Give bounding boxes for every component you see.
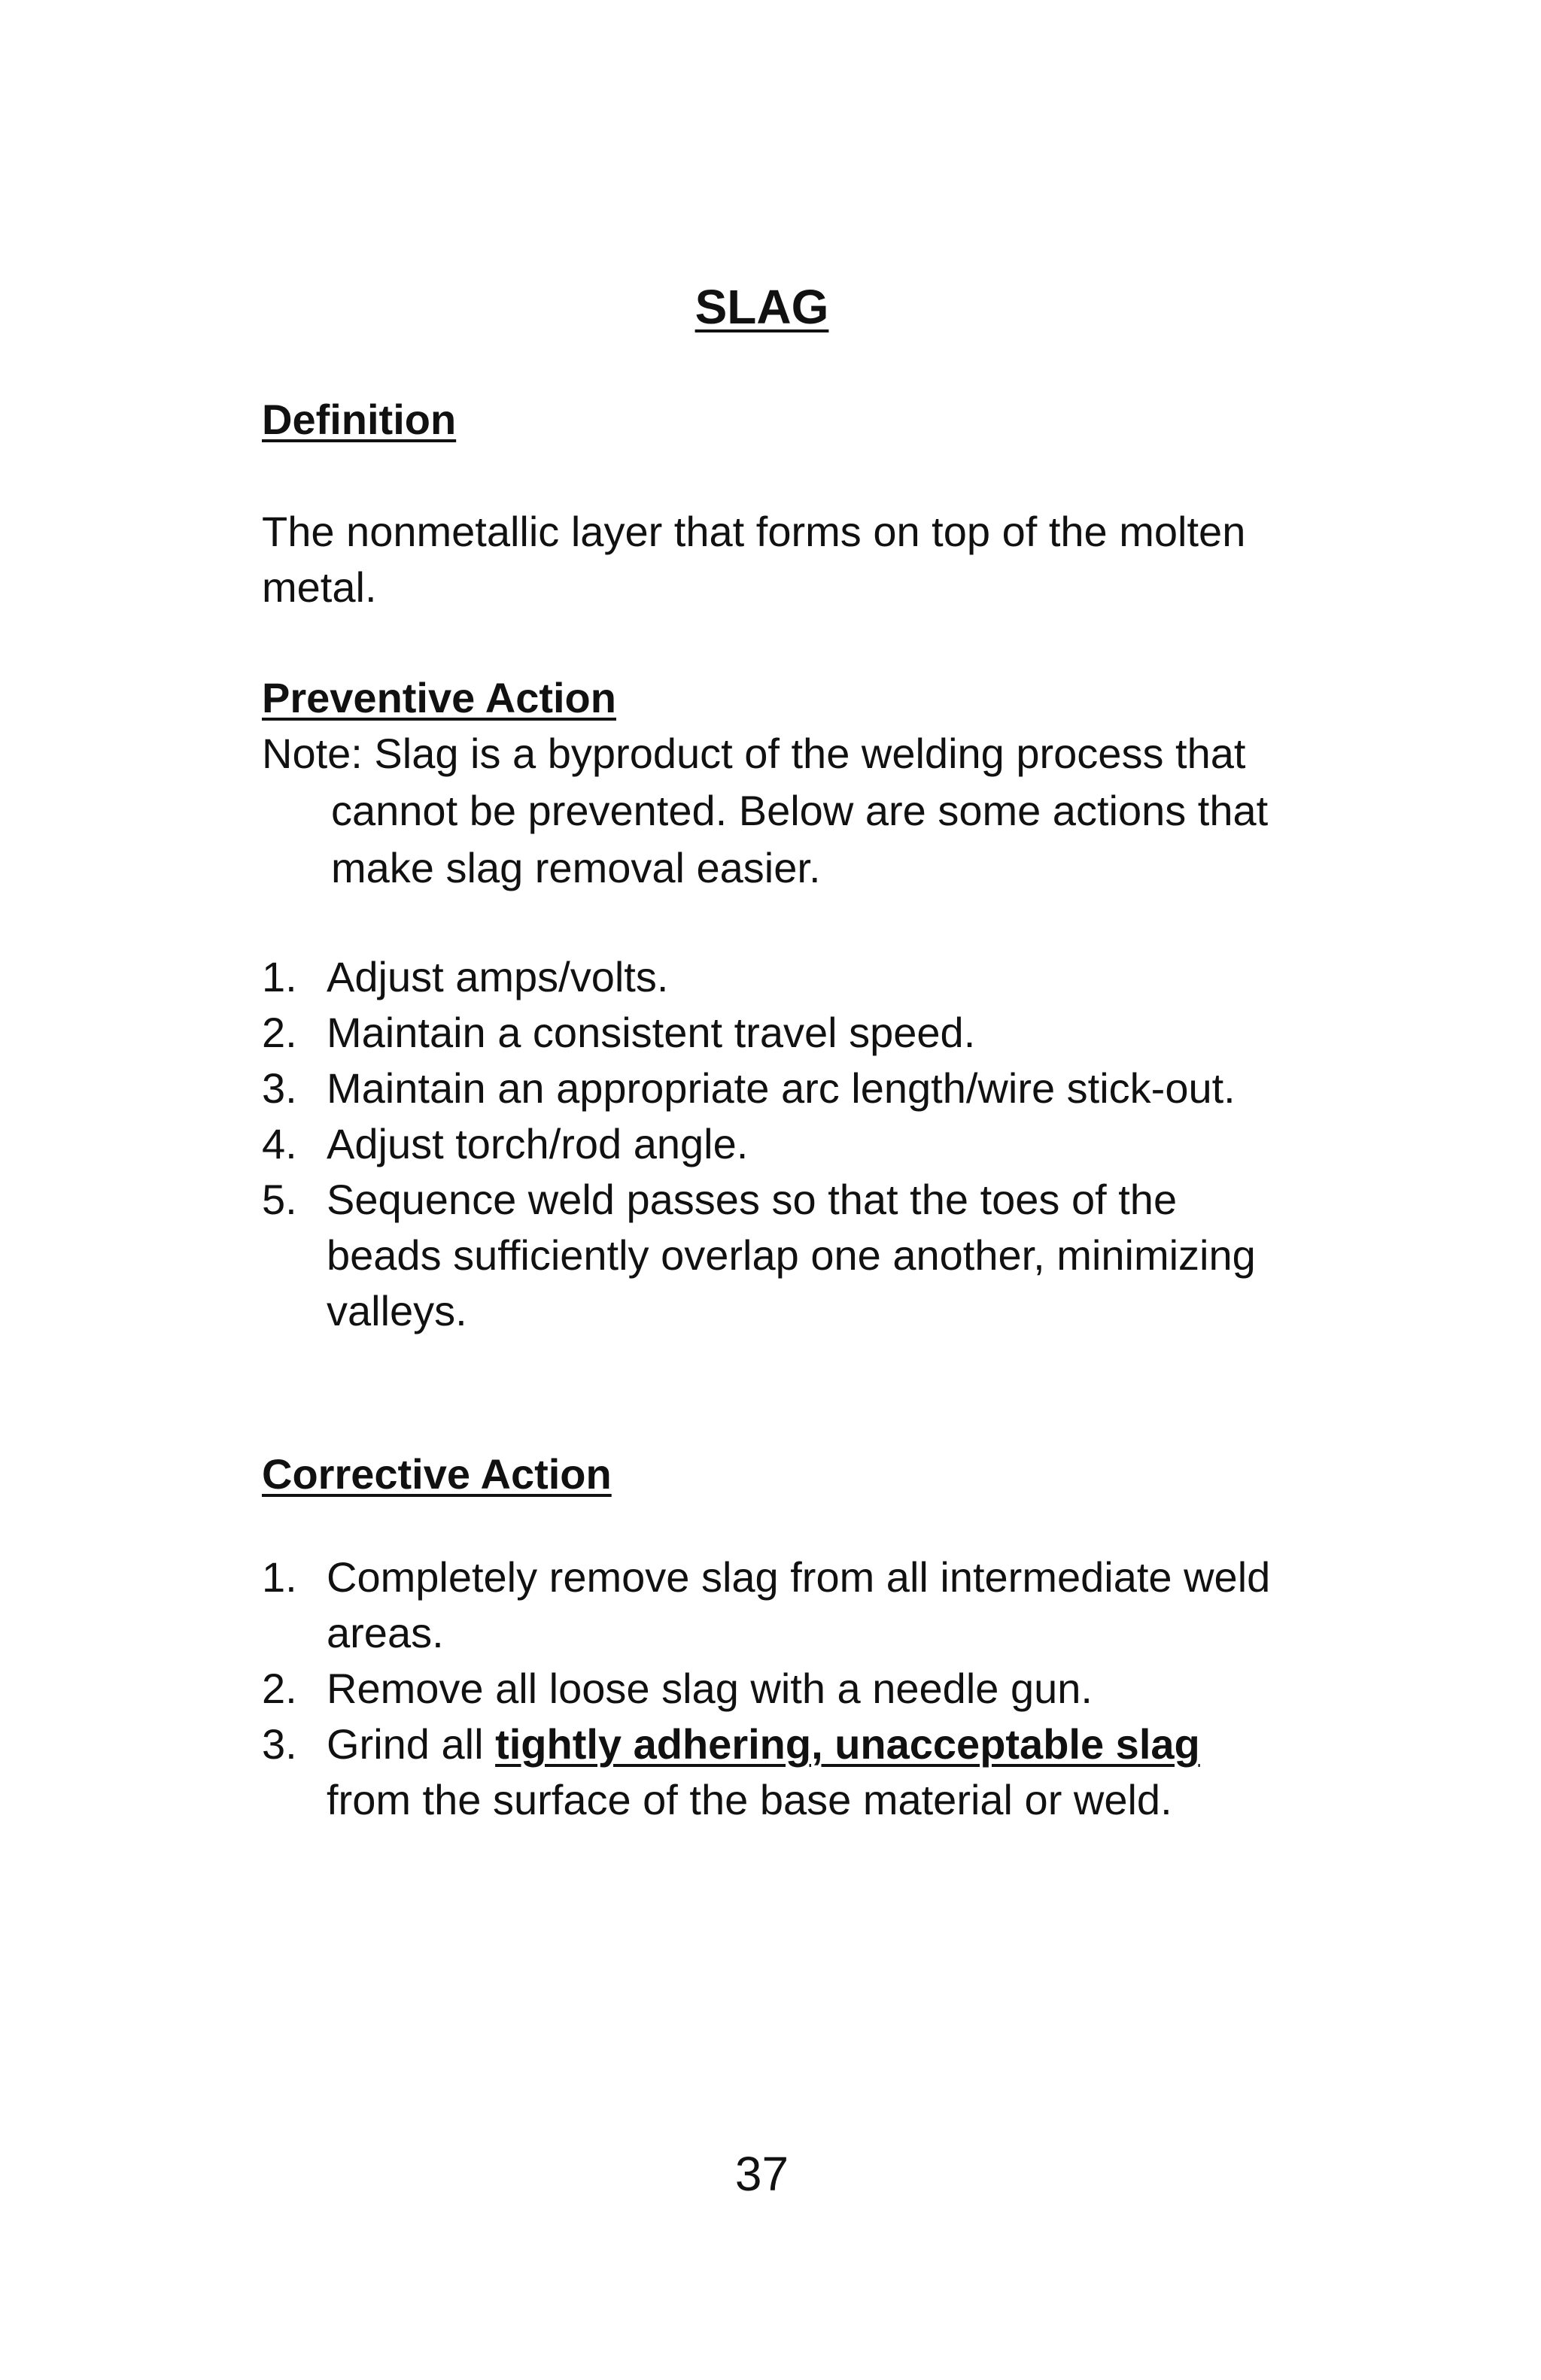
list-item-text-before: Grind all (327, 1720, 496, 1768)
list-item-text: Sequence weld passes so that the toes of the beads sufficiently overlap one another, minimizing valleys. (327, 1176, 1256, 1334)
list-item-number: 3. (262, 1720, 297, 1768)
preventive-action-list (262, 949, 1293, 1339)
list-item (262, 1172, 1293, 1339)
list-item (262, 1661, 1293, 1717)
definition-heading: Definition (262, 396, 457, 443)
list-item-text-after: from the surface of the base material or weld. (327, 1776, 1172, 1823)
list-item-number: 3. (262, 1064, 297, 1112)
list-item (262, 949, 1293, 1005)
list-item-text: Remove all loose slag with a needle gun. (327, 1665, 1093, 1712)
preventive-note: Note: Slag is a byproduct of the welding process that cannot be prevented. Below are some actions that make slag removal easier. (262, 730, 1269, 891)
list-item (262, 1005, 1293, 1061)
page-title: SLAG (695, 280, 829, 334)
list-item (262, 1550, 1293, 1661)
list-item-text: Completely remove slag from all intermediate weld areas. (327, 1553, 1271, 1656)
list-item-text: Maintain an appropriate arc length/wire stick-out. (327, 1064, 1236, 1112)
list-item-number: 1. (262, 1553, 297, 1601)
list-item-number: 1. (262, 953, 297, 1000)
list-item-text: Maintain a consistent travel speed. (327, 1009, 976, 1056)
list-item (262, 1116, 1293, 1172)
list-item-text: Adjust torch/rod angle. (327, 1120, 749, 1167)
page-number: 37 (734, 2147, 789, 2201)
preventive-action-heading: Preventive Action (262, 674, 616, 721)
list-item-text: Adjust amps/volts. (327, 953, 669, 1000)
list-item (262, 1061, 1293, 1116)
list-item-number: 5. (262, 1176, 297, 1223)
corrective-action-list (262, 1550, 1293, 1828)
list-item-number: 4. (262, 1120, 297, 1167)
corrective-action-heading: Corrective Action (262, 1450, 612, 1498)
list-item (262, 1717, 1293, 1828)
list-item-number: 2. (262, 1665, 297, 1712)
emphasized-text: tightly adhering, unacceptable slag (495, 1720, 1200, 1768)
definition-text: The nonmetallic layer that forms on top of the molten metal. (262, 508, 1246, 611)
list-item-number: 2. (262, 1009, 297, 1056)
